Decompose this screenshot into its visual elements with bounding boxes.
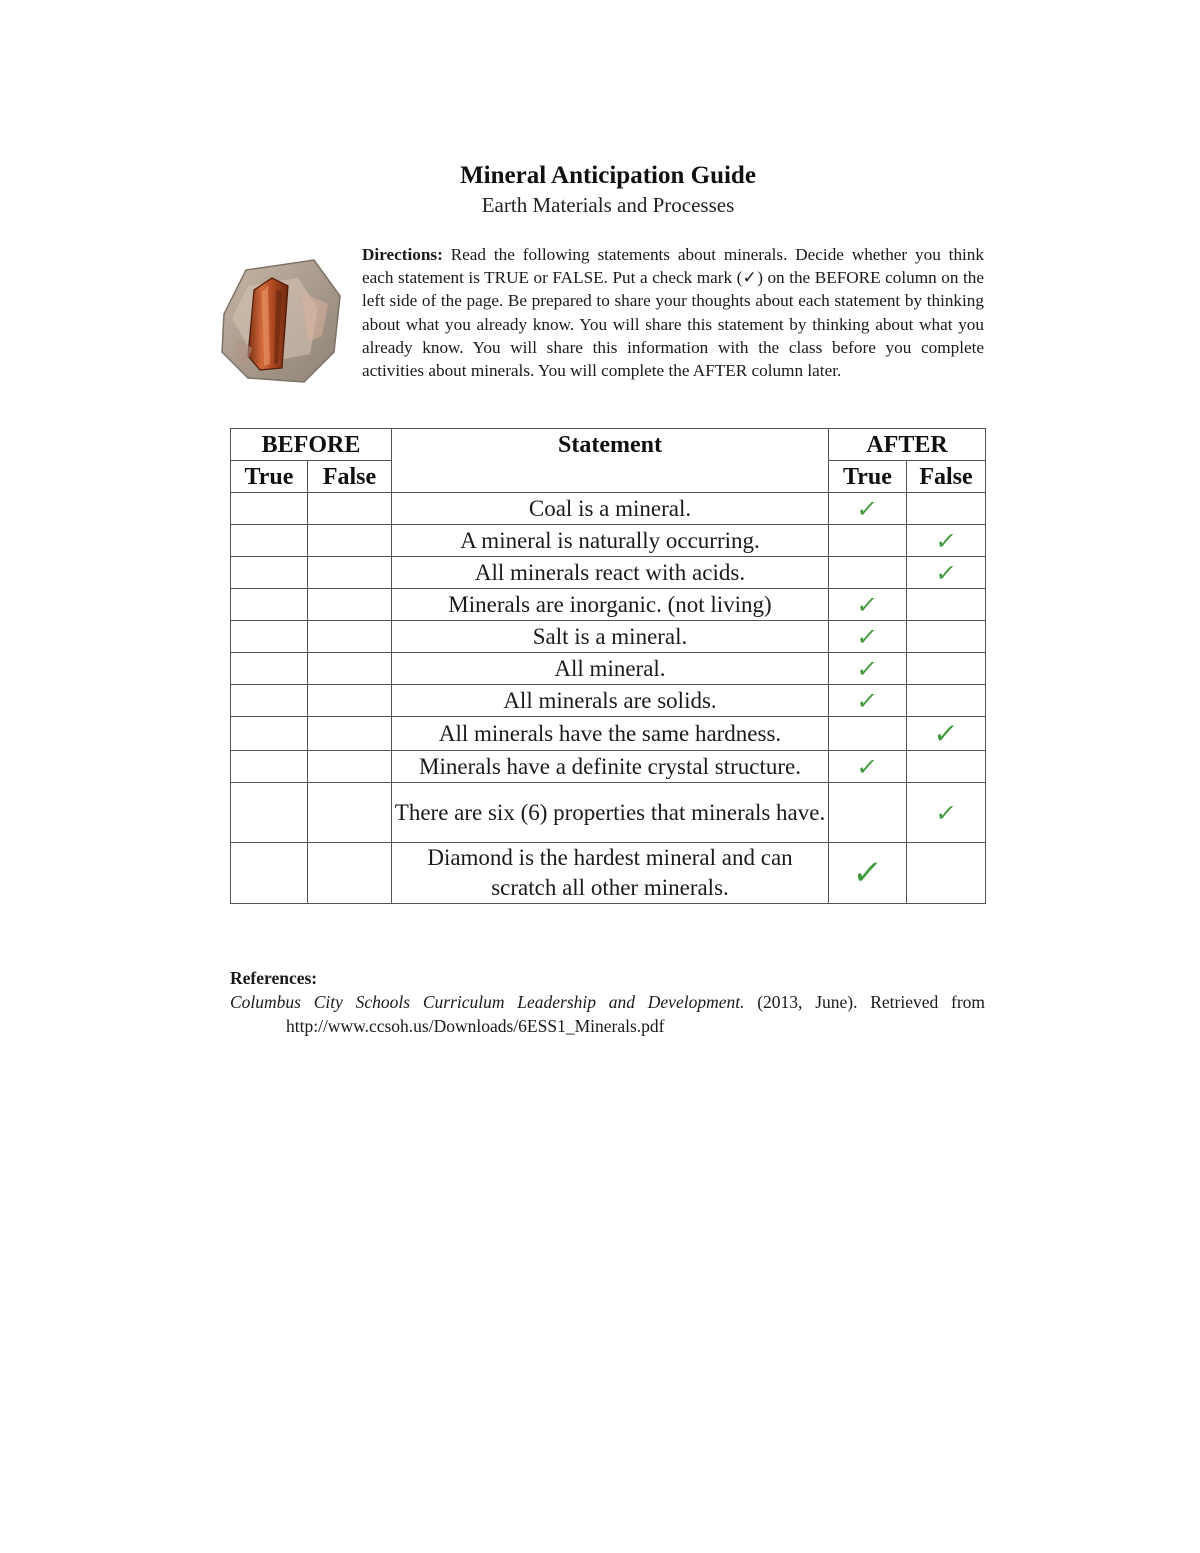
statement-cell: Diamond is the hardest mineral and can scratch all other minerals. — [392, 843, 829, 904]
table-row — [231, 783, 986, 843]
after-false-cell[interactable] — [907, 653, 986, 685]
references-heading: References: — [230, 968, 318, 988]
reference-source-title: Columbus City Schools Curriculum Leadership and Development. — [230, 992, 745, 1012]
after-true-cell[interactable] — [829, 653, 907, 685]
directions — [362, 243, 984, 382]
after-false-header: False — [907, 461, 986, 493]
title-block — [0, 160, 1200, 218]
after-true-cell[interactable] — [829, 717, 907, 751]
before-true-cell[interactable] — [231, 717, 308, 751]
before-false-cell[interactable] — [308, 653, 392, 685]
after-true-cell[interactable] — [829, 783, 907, 843]
before-header: BEFORE — [231, 429, 392, 461]
before-false-header: False — [308, 461, 392, 493]
before-true-cell[interactable] — [231, 525, 308, 557]
after-true-cell[interactable] — [829, 557, 907, 589]
table-row — [231, 621, 986, 653]
directions-label: Directions: — [362, 245, 443, 264]
after-true-cell[interactable] — [829, 621, 907, 653]
before-false-cell[interactable] — [308, 843, 392, 904]
statement-cell: All minerals have the same hardness. — [392, 717, 829, 751]
after-false-cell[interactable] — [907, 525, 986, 557]
statement-cell: A mineral is naturally occurring. — [392, 525, 829, 557]
mineral-crystal-icon — [218, 256, 344, 384]
check-mark-icon: ✓ — [850, 853, 885, 893]
table-row — [231, 557, 986, 589]
check-mark-icon: ✓ — [855, 654, 880, 683]
check-mark-icon: ✓ — [931, 717, 961, 750]
after-true-cell[interactable] — [829, 493, 907, 525]
before-false-cell[interactable] — [308, 621, 392, 653]
before-false-cell[interactable] — [308, 493, 392, 525]
check-mark-icon: ✓ — [933, 526, 959, 555]
after-true-header: True — [829, 461, 907, 493]
statement-cell: Minerals have a definite crystal structure. — [392, 751, 829, 783]
table-row — [231, 653, 986, 685]
before-true-cell[interactable] — [231, 493, 308, 525]
table-row — [231, 589, 986, 621]
after-false-cell[interactable] — [907, 589, 986, 621]
check-mark-icon: ✓ — [933, 558, 959, 587]
check-mark-icon: ✓ — [855, 686, 880, 715]
statement-cell: Coal is a mineral. — [392, 493, 829, 525]
statement-cell: Minerals are inorganic. (not living) — [392, 589, 829, 621]
before-true-cell[interactable] — [231, 751, 308, 783]
before-false-cell[interactable] — [308, 685, 392, 717]
check-mark-icon: ✓ — [855, 752, 880, 781]
statement-cell: All minerals react with acids. — [392, 557, 829, 589]
after-true-cell[interactable] — [829, 589, 907, 621]
statement-header: Statement — [392, 429, 829, 493]
check-mark-icon: ✓ — [855, 590, 880, 619]
after-header: AFTER — [829, 429, 986, 461]
table-row — [231, 751, 986, 783]
before-true-cell[interactable] — [231, 589, 308, 621]
before-false-cell[interactable] — [308, 717, 392, 751]
after-false-cell[interactable] — [907, 621, 986, 653]
before-true-cell[interactable] — [231, 653, 308, 685]
before-false-cell[interactable] — [308, 783, 392, 843]
table-row — [231, 493, 986, 525]
after-false-cell[interactable] — [907, 843, 986, 904]
anticipation-table — [230, 428, 986, 904]
check-mark-icon: ✓ — [933, 798, 959, 827]
before-false-cell[interactable] — [308, 589, 392, 621]
statement-cell: All mineral. — [392, 653, 829, 685]
before-true-cell[interactable] — [231, 783, 308, 843]
references — [230, 966, 985, 1038]
after-false-cell[interactable] — [907, 557, 986, 589]
before-true-cell[interactable] — [231, 685, 308, 717]
statement-cell: There are six (6) properties that minerals have. — [392, 783, 829, 843]
table-row — [231, 843, 986, 904]
statement-cell: Salt is a mineral. — [392, 621, 829, 653]
statement-cell: All minerals are solids. — [392, 685, 829, 717]
table-row — [231, 717, 986, 751]
check-mark-icon: ✓ — [855, 622, 880, 651]
reference-url: http://www.ccsoh.us/Downloads/6ESS1_Minerals.pdf — [286, 1016, 665, 1036]
after-false-cell[interactable] — [907, 783, 986, 843]
check-mark-icon: ✓ — [855, 494, 880, 523]
after-false-cell[interactable] — [907, 751, 986, 783]
before-false-cell[interactable] — [308, 557, 392, 589]
table-row — [231, 525, 986, 557]
after-true-cell[interactable] — [829, 751, 907, 783]
page-title: Mineral Anticipation Guide — [460, 162, 756, 189]
after-false-cell[interactable] — [907, 717, 986, 751]
before-false-cell[interactable] — [308, 525, 392, 557]
before-true-cell[interactable] — [231, 557, 308, 589]
after-false-cell[interactable] — [907, 493, 986, 525]
after-true-cell[interactable] — [829, 525, 907, 557]
reference-entry — [230, 990, 985, 1014]
directions-text: Read the following statements about minerals. Decide whether you think each statement is TRUE or FALSE. Put a check mark (✓) on the BEFORE column on the left side of the page. Be prepared to share your thoughts about each statement by thinking about what you already know. You will share this statement by thinking about what you already know. You will share this information with the class before you complete activities about minerals. You will complete the AFTER column later. — [362, 245, 984, 381]
page-subtitle: Earth Materials and Processes — [481, 193, 735, 217]
before-true-cell[interactable] — [231, 621, 308, 653]
after-true-cell[interactable] — [829, 685, 907, 717]
before-false-cell[interactable] — [308, 751, 392, 783]
after-true-cell[interactable] — [829, 843, 907, 904]
table-row — [231, 685, 986, 717]
before-true-cell[interactable] — [231, 843, 308, 904]
reference-source-rest: (2013, June). Retrieved from — [757, 992, 986, 1012]
after-false-cell[interactable] — [907, 685, 986, 717]
before-true-header: True — [231, 461, 308, 493]
